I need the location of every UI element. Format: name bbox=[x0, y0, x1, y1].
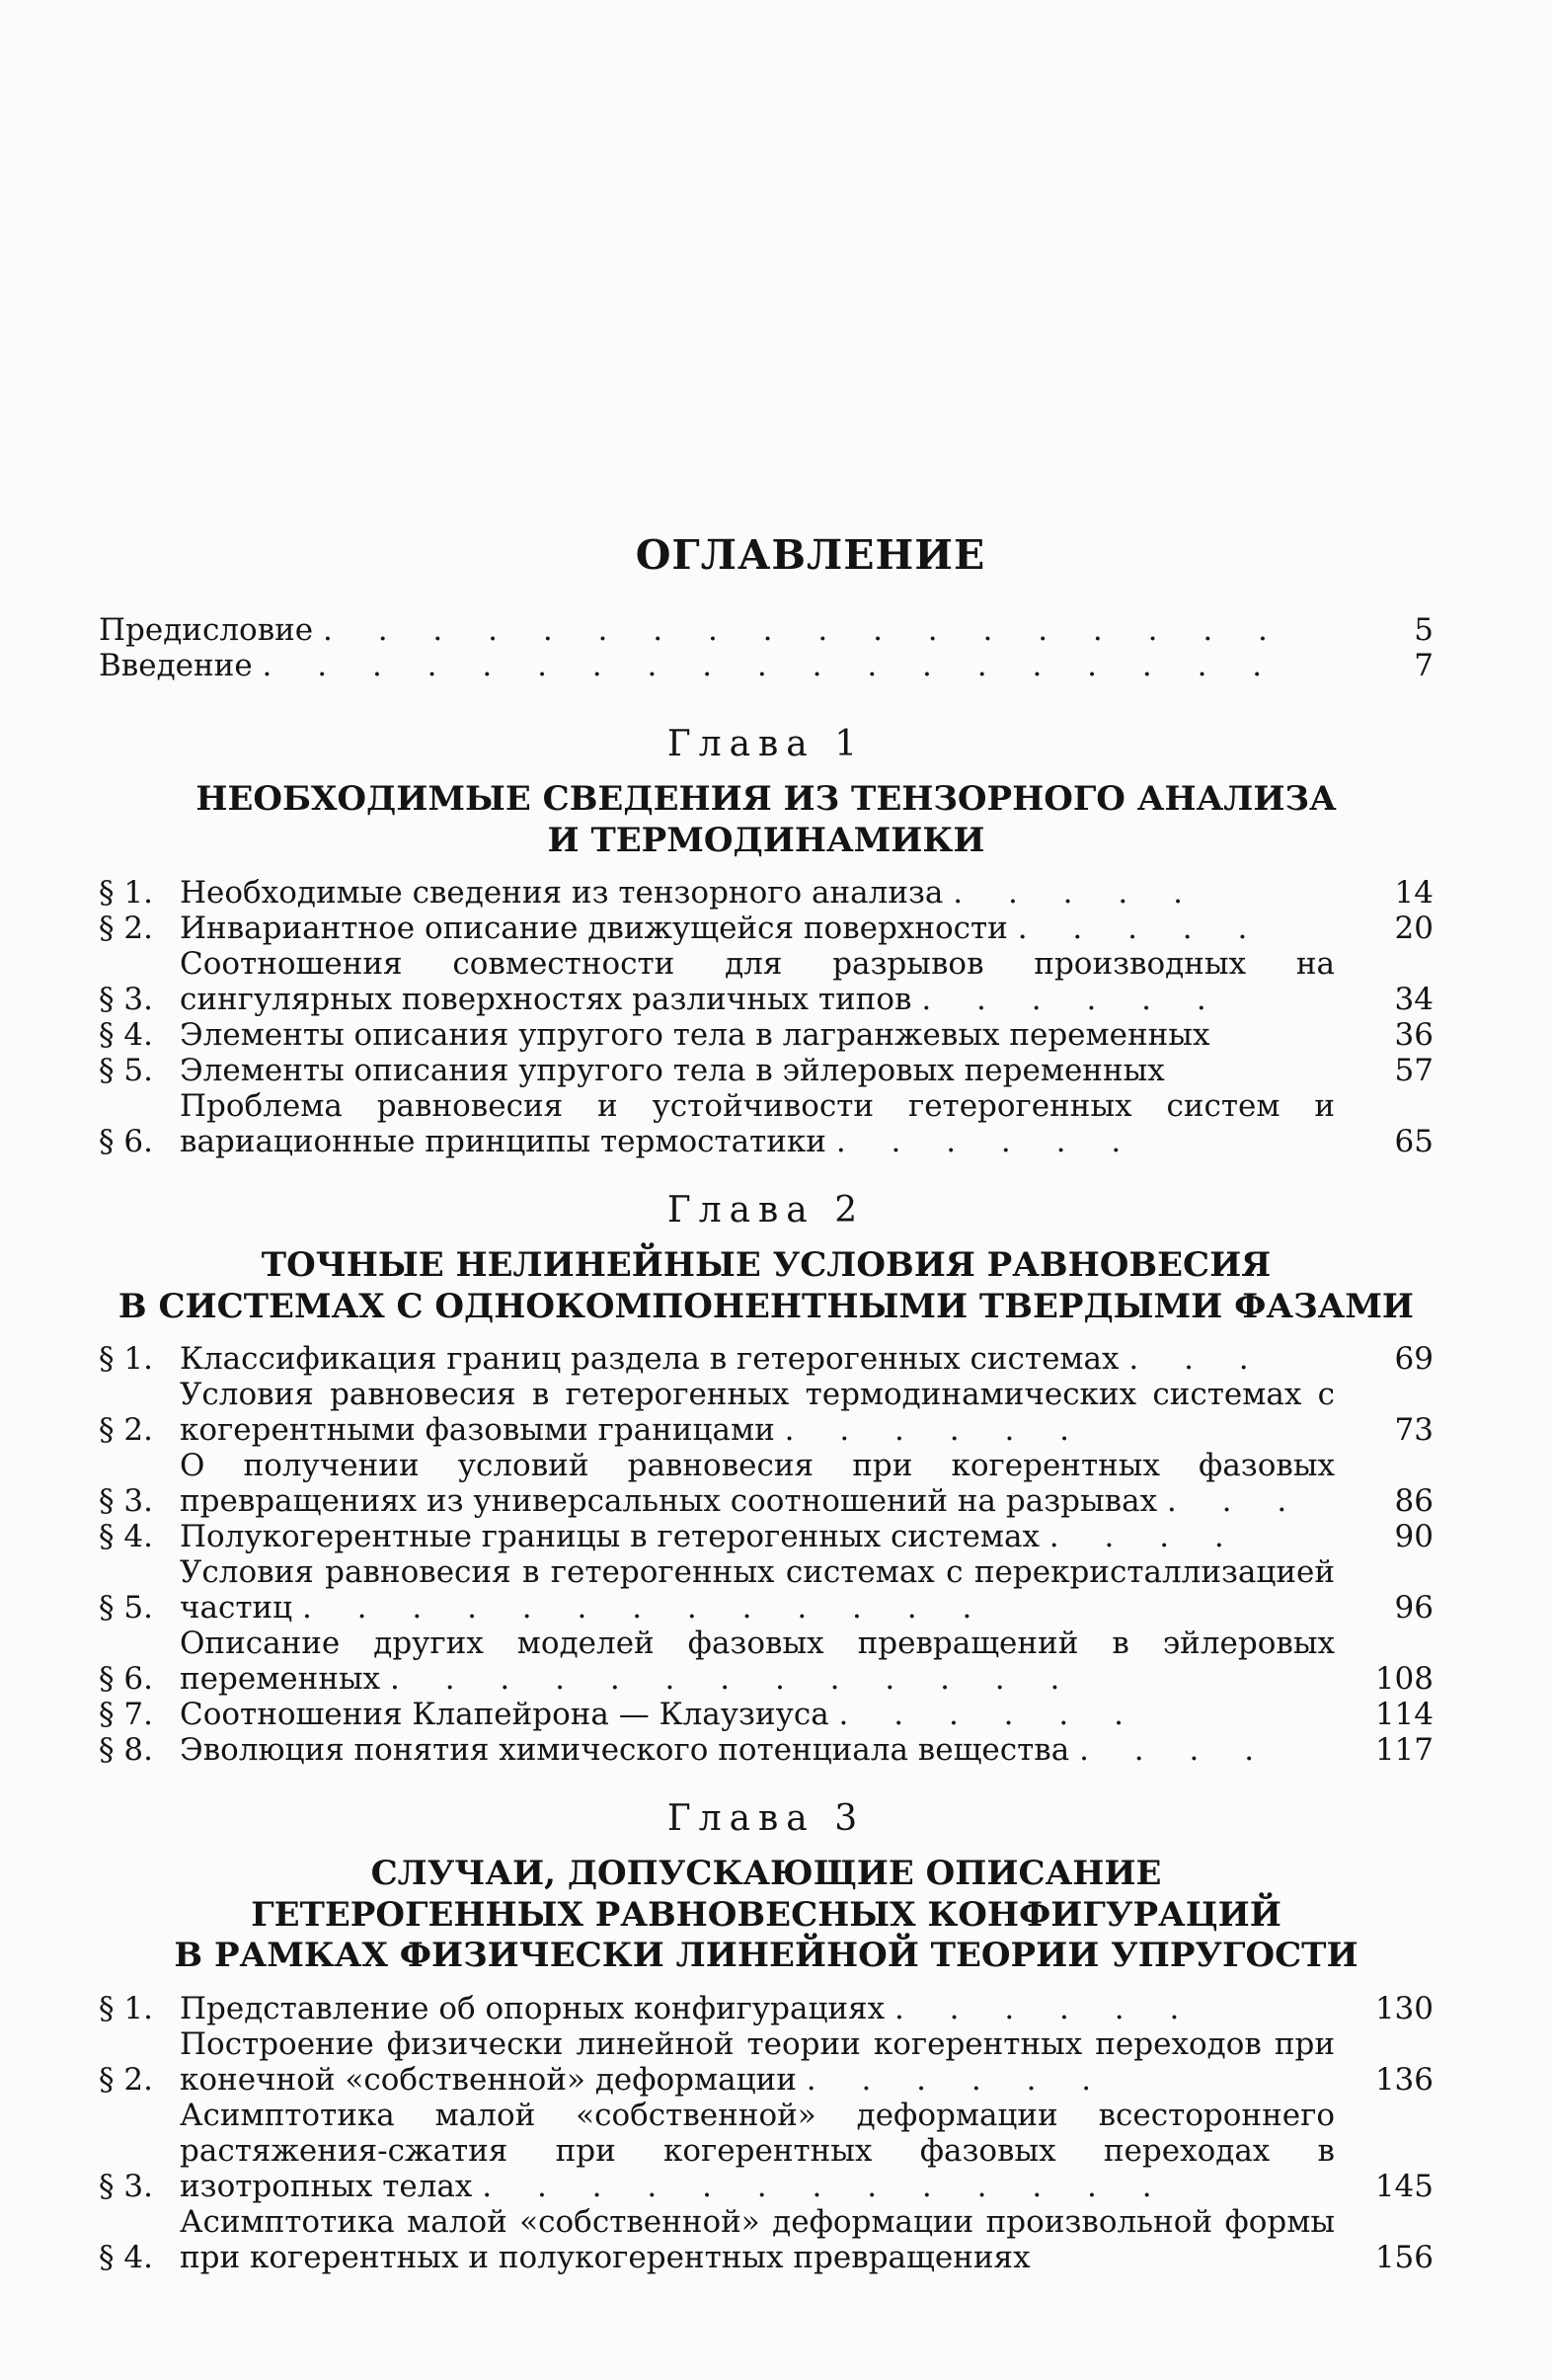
toc-entry[interactable]: § 6. Проблема равновесия и устойчивости гетерогенных систем и вариационные принципы термостатики . . . . . . 65 bbox=[99, 1088, 1434, 1160]
toc-entry[interactable]: § 1. Классификация границ раздела в гетерогенных системах . . . 69 bbox=[99, 1341, 1434, 1378]
section-number: § 3. bbox=[99, 982, 153, 1018]
toc-entry[interactable]: § 4. Полукогерентные границы в гетерогенных системах . . . . 90 bbox=[99, 1519, 1434, 1555]
entry-page: 136 bbox=[1374, 2061, 1434, 2098]
section-list bbox=[99, 1991, 1434, 2275]
entry-page: 5 bbox=[1414, 612, 1434, 648]
section-number: § 1. bbox=[99, 875, 153, 912]
entry-title: Эволюция понятия химического потенциала вещества bbox=[180, 1732, 1070, 1769]
toc-entry[interactable]: § 8. Эволюция понятия химического потенциала вещества . . . . 117 bbox=[99, 1732, 1434, 1769]
entry-title: Представление об опорных конфигурациях bbox=[180, 1990, 886, 2026]
entry-page: 69 bbox=[1394, 1341, 1434, 1378]
section-list bbox=[99, 875, 1434, 1159]
section-list bbox=[99, 1341, 1434, 1768]
section-number: § 6. bbox=[99, 1124, 153, 1160]
section-number: § 4. bbox=[99, 1017, 153, 1054]
entry-page: 73 bbox=[1394, 1412, 1434, 1449]
entry-page: 14 bbox=[1394, 875, 1434, 912]
entry-title: Условия равновесия в гетерогенных термодинамических системах с когерентными фазовыми границами bbox=[180, 1377, 1335, 1449]
section-number: § 7. bbox=[99, 1697, 153, 1733]
chapter-label: Глава 3 bbox=[666, 1798, 866, 1840]
toc-entry[interactable] bbox=[99, 612, 1434, 648]
section-number: § 3. bbox=[99, 2168, 153, 2204]
entry-page: 34 bbox=[1394, 982, 1434, 1018]
entry-page: 57 bbox=[1394, 1053, 1434, 1089]
entry-title: Инвариантное описание движущейся поверхности bbox=[180, 911, 1008, 947]
section-number: § 2. bbox=[99, 2061, 153, 2098]
entry-page: 117 bbox=[1374, 1732, 1434, 1769]
section-number: § 4. bbox=[99, 2239, 153, 2275]
entry-title: О получении условий равновесия при когерентных фазовых превращениях из универсальных соотношений на разрывах bbox=[180, 1448, 1335, 1520]
entry-title: Элементы описания упругого тела в лагранжевых переменных bbox=[180, 1017, 1210, 1054]
chapter-label: Глава 2 bbox=[666, 1190, 866, 1231]
chapter-title: СЛУЧАИ, ДОПУСКАЮЩИЕ ОПИСАНИЕ ГЕТЕРОГЕННЫХ РАВНОВЕСНЫХ КОНФИГУРАЦИЙ В РАМКАХ ФИЗИЧЕСКИ ЛИНЕЙНОЙ ТЕОРИИ УПРУГОСТИ bbox=[174, 1854, 1358, 1976]
section-number: § 2. bbox=[99, 1412, 153, 1449]
section-number: § 8. bbox=[99, 1732, 153, 1769]
toc-entry[interactable] bbox=[99, 2204, 1434, 2275]
leader-dots: . . . . . . . . . . . . . . . . . . bbox=[323, 612, 1285, 648]
entry-page: 65 bbox=[1394, 1124, 1434, 1160]
entry-title: Введение bbox=[99, 648, 253, 683]
front-matter bbox=[99, 612, 1434, 683]
toc-entry[interactable]: § 5. Условия равновесия в гетерогенных системах с перекристаллизацией частиц . . . . . . . . . . . . . 96 bbox=[99, 1554, 1434, 1626]
section-number: § 5. bbox=[99, 1590, 153, 1626]
entry-title: Описание других моделей фазовых превращений в эйлеровых переменных bbox=[180, 1626, 1335, 1698]
entry-title: Построение физически линейной теории когерентных переходов при конечной «собственной» деформации bbox=[180, 2025, 1335, 2098]
section-number: § 2. bbox=[99, 911, 153, 947]
toc-entry[interactable] bbox=[99, 648, 1434, 683]
entry-title: Соотношения совместности для разрывов производных на сингулярных поверхностях различных типов bbox=[180, 946, 1335, 1018]
entry-page: 114 bbox=[1374, 1697, 1434, 1733]
toc-entry[interactable] bbox=[99, 1017, 1434, 1053]
entry-title: Необходимые сведения из тензорного анализа bbox=[180, 875, 944, 912]
toc-entry[interactable]: § 2. Построение физически линейной теории когерентных переходов при конечной «собственной» деформации . . . . . . 136 bbox=[99, 2025, 1434, 2098]
entry-title: Соотношения Клапейрона — Клаузиуса bbox=[180, 1697, 829, 1733]
chapter-label: Глава 1 bbox=[666, 724, 866, 764]
entry-title: Элементы описания упругого тела в эйлеровых переменных bbox=[180, 1053, 1165, 1089]
toc-entry[interactable]: § 1. Представление об опорных конфигурациях . . . . . . 130 bbox=[99, 1990, 1434, 2026]
chapter-3 bbox=[99, 1797, 1434, 2275]
entry-page: 90 bbox=[1394, 1519, 1434, 1555]
entry-title: Условия равновесия в гетерогенных системах с перекристаллизацией частиц bbox=[180, 1554, 1335, 1626]
entry-page: 36 bbox=[1394, 1017, 1434, 1054]
toc-entry[interactable]: § 2. Условия равновесия в гетерогенных термодинамических системах с когерентными фазовыми границами . . . . . . 73 bbox=[99, 1377, 1434, 1449]
entry-title: Классификация границ раздела в гетерогенных системах bbox=[180, 1341, 1120, 1378]
page-title: ОГЛАВЛЕНИЕ bbox=[635, 531, 986, 579]
toc-entry[interactable]: § 3. Асимптотика малой «собственной» деформации всестороннего растяжения-сжатия при когерентных фазовых переходах в изотропных телах . . . . . . . . . . . . . 145 bbox=[99, 2097, 1434, 2204]
toc-entry[interactable]: § 3. О получении условий равновесия при когерентных фазовых превращениях из универсальных соотношений на разрывах . . . 86 bbox=[99, 1448, 1434, 1520]
toc-entry[interactable]: § 2. Инвариантное описание движущейся поверхности . . . . . 20 bbox=[99, 911, 1434, 947]
entry-title: Асимптотика малой «собственной» деформации всестороннего растяжения-сжатия при когерентных фазовых переходах в изотропных телах bbox=[180, 2097, 1335, 2204]
section-number: § 1. bbox=[99, 1341, 153, 1378]
chapter-title: ТОЧНЫЕ НЕЛИНЕЙНЫЕ УСЛОВИЯ РАВНОВЕСИЯ В СИСТЕМАХ С ОДНОКОМПОНЕНТНЫМИ ТВЕРДЫМИ ФАЗАМИ bbox=[117, 1245, 1415, 1326]
entry-page: 156 bbox=[1374, 2239, 1434, 2275]
section-number: § 5. bbox=[99, 1053, 153, 1089]
table-of-contents bbox=[99, 531, 1434, 2275]
entry-page: 86 bbox=[1394, 1483, 1434, 1520]
entry-title: Полукогерентные границы в гетерогенных системах bbox=[180, 1519, 1040, 1555]
leader-dots: . . . . . . . . . . . . . . . . . . . bbox=[262, 648, 1280, 683]
section-number: § 4. bbox=[99, 1519, 153, 1555]
chapter-1 bbox=[99, 723, 1434, 1159]
toc-entry[interactable]: § 6. Описание других моделей фазовых превращений в эйлеровых переменных . . . . . . . . . . . . . 108 bbox=[99, 1626, 1434, 1698]
toc-entry[interactable] bbox=[99, 1053, 1434, 1088]
entry-page: 108 bbox=[1374, 1661, 1434, 1698]
entry-title: Асимптотика малой «собственной» деформации произвольной формы при когерентных и полукогерентных превращениях bbox=[180, 2203, 1335, 2275]
section-number: § 1. bbox=[99, 1990, 153, 2026]
chapter-title: НЕОБХОДИМЫЕ СВЕДЕНИЯ ИЗ ТЕНЗОРНОГО АНАЛИЗА И ТЕРМОДИНАМИКИ bbox=[195, 779, 1337, 860]
toc-entry[interactable]: § 1. Необходимые сведения из тензорного анализа . . . . . 14 bbox=[99, 875, 1434, 912]
entry-page: 96 bbox=[1394, 1590, 1434, 1626]
entry-page: 7 bbox=[1414, 648, 1434, 683]
chapter-2 bbox=[99, 1189, 1434, 1768]
entry-page: 130 bbox=[1374, 1990, 1434, 2026]
entry-page: 20 bbox=[1394, 911, 1434, 947]
entry-page: 145 bbox=[1374, 2168, 1434, 2204]
toc-entry[interactable]: § 7. Соотношения Клапейрона — Клаузиуса . . . . . . 114 bbox=[99, 1697, 1434, 1733]
toc-entry[interactable]: § 3. Соотношения совместности для разрывов производных на сингулярных поверхностях различных типов . . . . . . 34 bbox=[99, 946, 1434, 1018]
entry-title: Предисловие bbox=[99, 612, 314, 648]
section-number: § 6. bbox=[99, 1661, 153, 1698]
entry-title: Проблема равновесия и устойчивости гетерогенных систем и вариационные принципы термостатики bbox=[180, 1088, 1335, 1160]
section-number: § 3. bbox=[99, 1483, 153, 1520]
